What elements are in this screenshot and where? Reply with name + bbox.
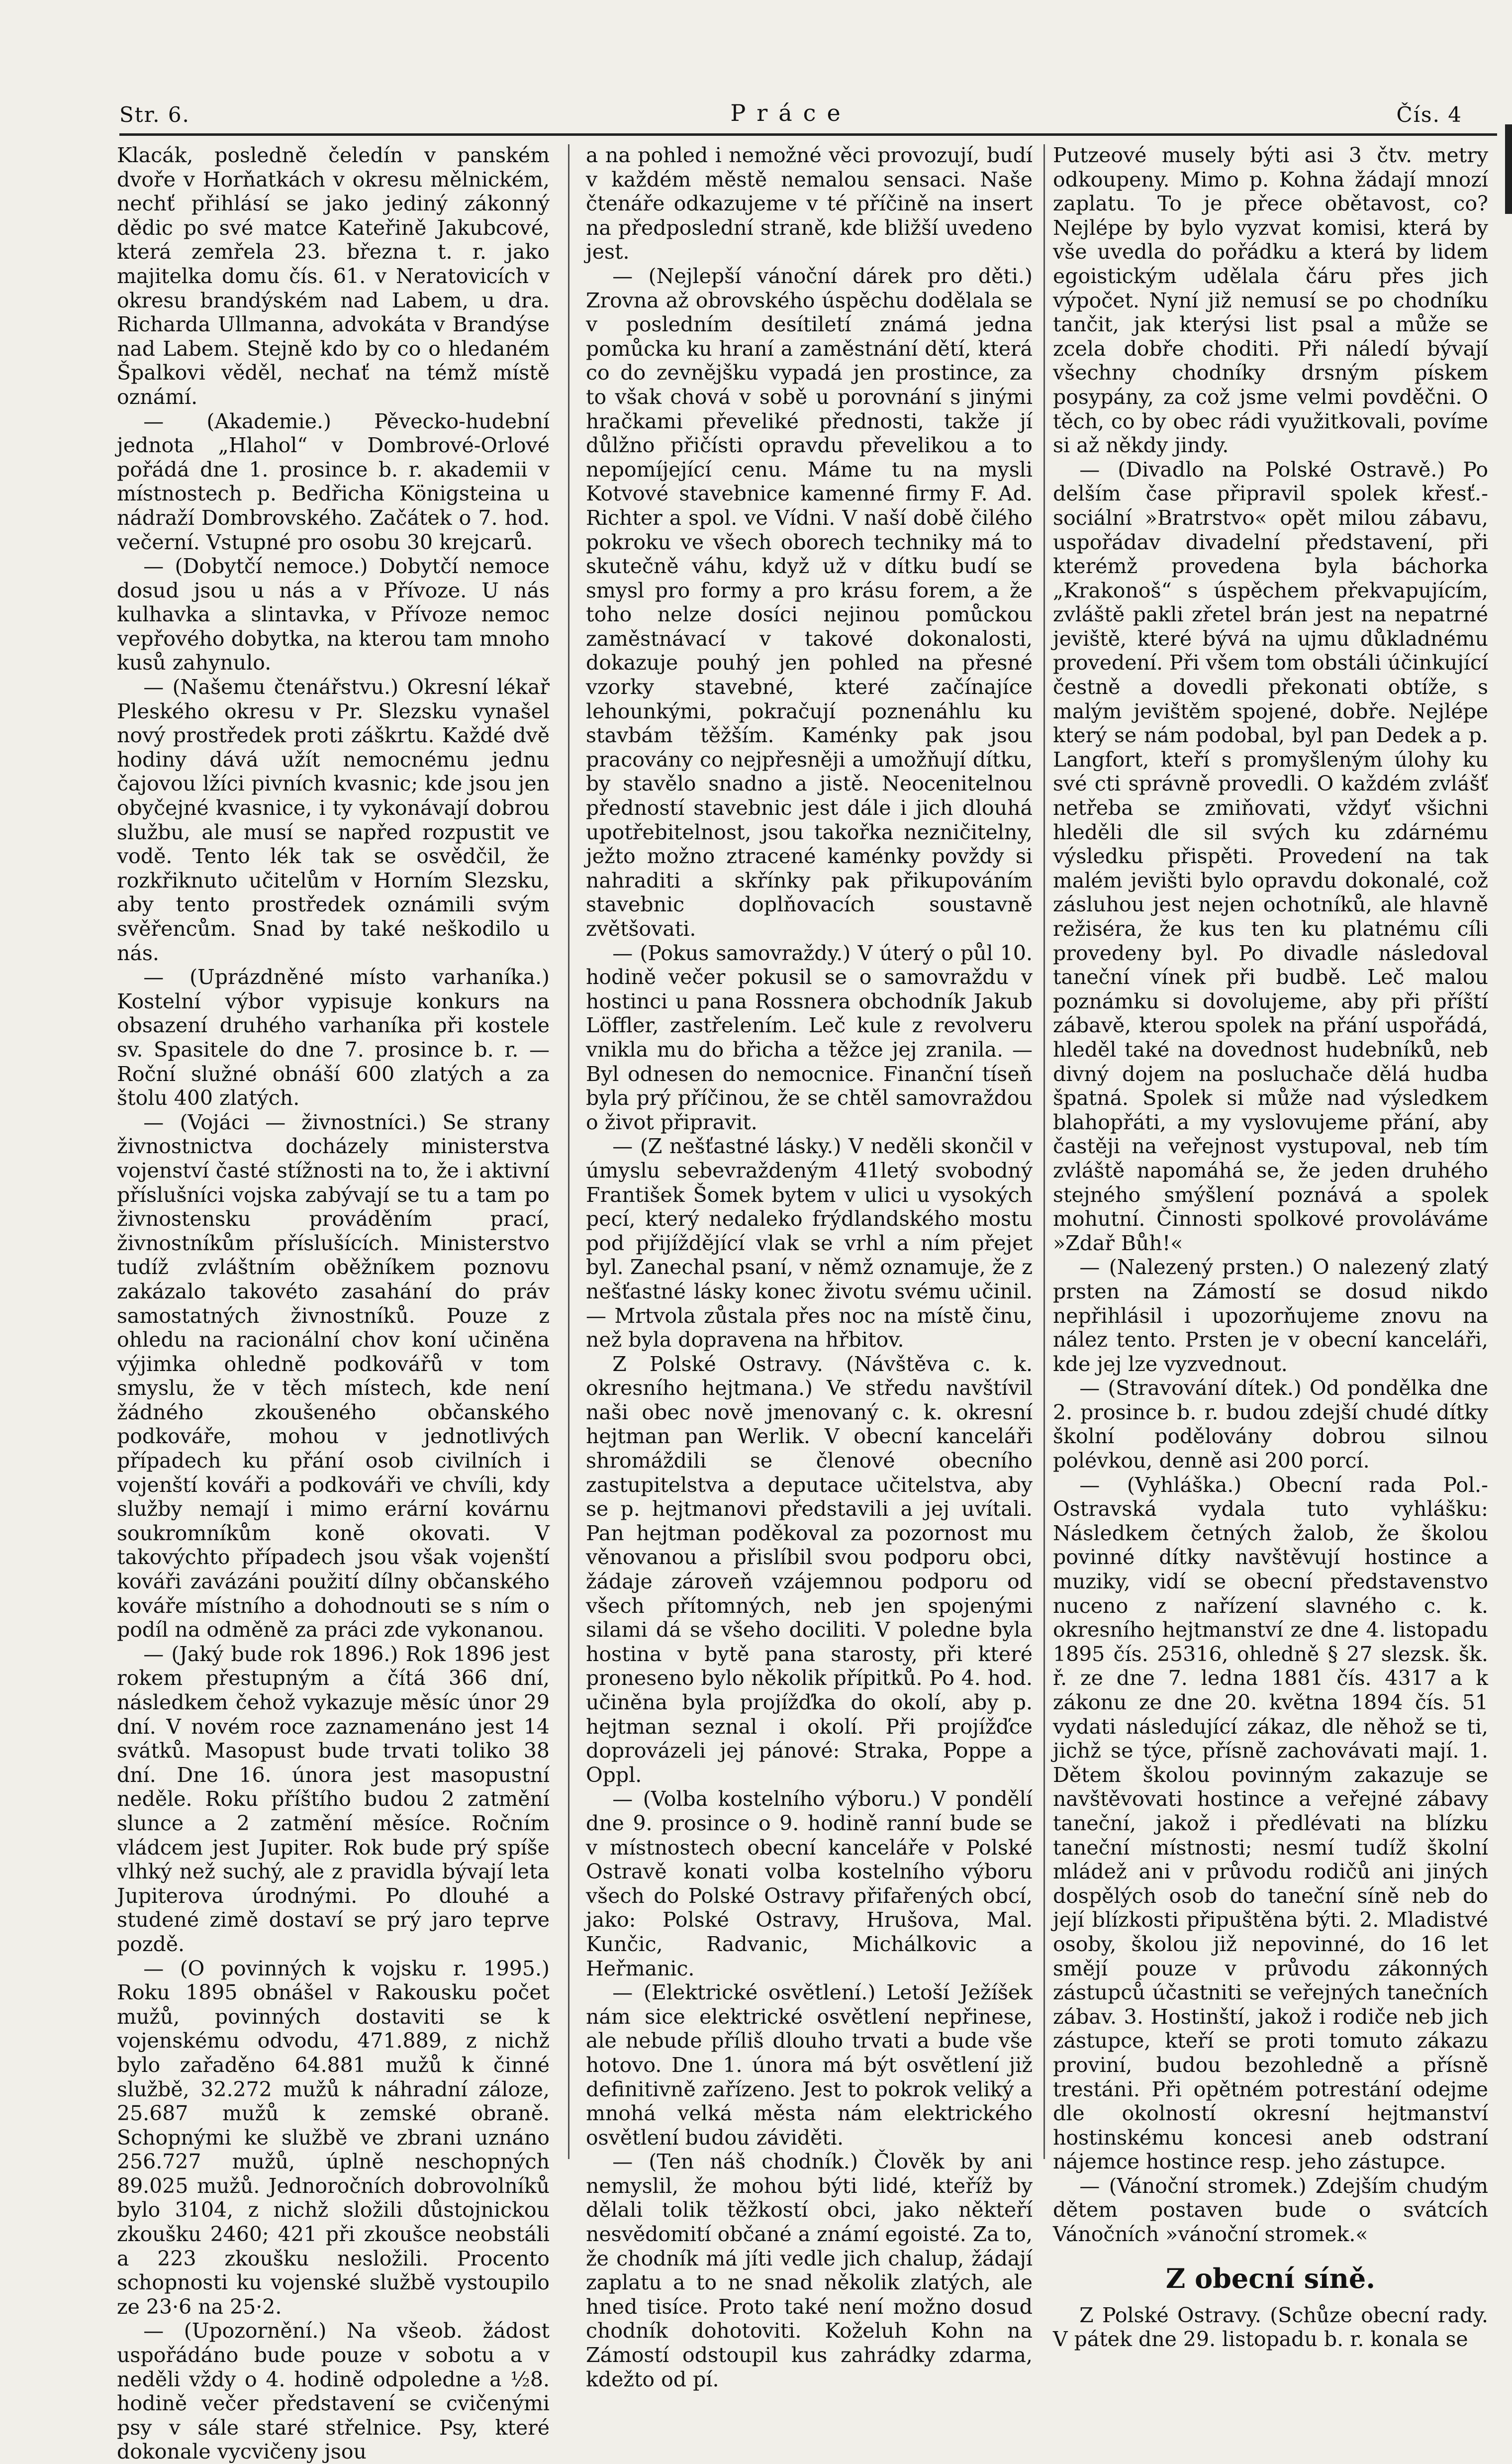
article-paragraph: Klacák, posledně čeledín v panském dvoře v Horňatkách v okresu mělnickém, nechť přihlásí se jako jediný zákonný dědic po své matce Kateřině Jakubcové, která zemřela 23. března t. r. jako majitelka domu čís. 61. v Neratovicích v okresu brandýském nad Labem, u dra. Richarda Ullmanna, advokáta v Brandýse nad Labem. Stejně kdo by co o hledaném Špalkovi věděl, nechať na témž místě oznámí. (117, 143, 550, 409)
article-paragraph: — (Vánoční stromek.) Zdejším chudým dětem postaven bude o svátcích Vánočních »vánoční stromek.« (1053, 2173, 1488, 2247)
column-2 (586, 143, 1033, 2391)
article-paragraph: — (Nejlepší vánoční dárek pro děti.) Zrovna až obrovského úspěchu dodělala se v posledním desítiletí známá jedna pomůcka ku hraní a zaměstnání dětí, která co do zevnějšku vypadá jen prostince, za to však chová v sobě u porovnání s jinými hračkami převeliké přednosti, takže jí důlžno přičísti opravdu převelikou a to nepomíjející cenu. Máme tu na mysli Kotvové stavebnice kamenné firmy F. Ad. Richter a spol. ve Vídni. V naší době čilého pokroku ve všech oborech techniky má to skutečně váhu, když už v dítku budí se smysl pro formy a pro krásu forem, a že toho nelze dosíci nejinou pomůckou zaměstnávací v takové dokonalosti, dokazuje pouhý jen pohled na přesné vzorky stavebné, které začínajíce lehounkými, pokračují poznenáhlu ku stavbám těžším. Kaménky pak jsou pracovány co nejpřesněji a umožňují dítku, by stavělo snadno a jistě. Neocenitelnou předností stavebnic jest dále i jich dlouhá upotřebitelnost, jsou takořka nezničitelny, ježto možno ztracené kaménky povždy si nahraditi a skřínky pak přikupováním stavebnic doplňovacích soustavně zvětšovati. (586, 264, 1033, 941)
article-paragraph: — (Jaký bude rok 1896.) Rok 1896 jest rokem přestupným a čítá 366 dní, následkem čehož vykazuje měsíc únor 29 dní. V novém roce zaznamenáno jest 14 svátků. Masopust bude trvati toliko 38 dní. Dne 16. února jest masopustní neděle. Roku příštího budou 2 zatmění slunce a 2 zatmění měsíce. Ročním vládcem jest Jupiter. Rok bude prý spíše vlhký než suchý, ale z pravidla bývají leta Jupiterova úrodnými. Po dlouhé a studené zimě dostaví se prý jaro teprve pozdě. (117, 1642, 550, 1956)
article-paragraph: — (Volba kostelního výboru.) V pondělí dne 9. prosince o 9. hodině ranní bude se v místnostech obecní kanceláře v Polské Ostravě konati volba kostelního výboru všech do Polské Ostravy přifařených obcí, jako: Polské Ostravy, Hrušova, Mal. Kunčic, Radvanic, Michálkovic a Heřmanic. (586, 1787, 1033, 1980)
article-paragraph: — (Z nešťastné lásky.) V neděli skončil v úmyslu sebevraždeným 41letý svobodný František Šomek bytem v ulici u vysokých pecí, který nedaleko frýdlandského mostu pod přijíždějící vlak se vrhl a ním přejet byl. Zanechal psaní, v němž oznamuje, že z nešťastné lásky konec životu svému učinil. — Mrtvola zůstala přes noc na místě činu, než byla dopravena na hřbitov. (586, 1134, 1033, 1352)
header-rule (119, 133, 1497, 136)
issue-number: Čís. 4 (1396, 102, 1462, 127)
article-paragraph: — (Elektrické osvětlení.) Letoší Ježíšek nám sice elektrické osvětlení nepřinese, ale nebude příliš dlouho trvati a bude vše hotovo. Dne 1. února má být osvětlení již definitivně zařízeno. Jest to pokrok veliký a mnohá velká města nám elektrického osvětlení budou záviděti. (586, 1980, 1033, 2150)
article-paragraph: Putzeové musely býti asi 3 čtv. metry odkoupeny. Mimo p. Kohna žádají mnozí zaplatu. To je přece obětavost, co? Nejlépe by bylo vyzvat komisi, která by vše uvedla do pořádku a která by lidem egoistickým udělala čáru přes jich výpočet. Nyní již nemusí se po chodníku tančit, jak kterýsi list psal a může se zcela dobře choditi. Při náledí bývají všechny chodníky drsným pískem posypány, za což jsme velmi povděčni. O těch, co by obec rádi využitkovali, povíme si až někdy jindy. (1053, 143, 1488, 458)
page-number: Str. 6. (119, 102, 190, 127)
article-paragraph: — (Akademie.) Pěvecko-hudební jednota „Hlahol“ v Dombrové-Orlové pořádá dne 1. prosince b. r. akademii v místnostech p. Bedřicha Königsteina u nádraží Dombrovského. Začátek o 7. hod. večerní. Vstupné pro osobu 30 krejcarů. (117, 409, 550, 554)
article-paragraph: — (Nalezený prsten.) O nalezený zlatý prsten na Zámostí se dosud nikdo nepřihlásil i upozorňujeme znovu na nález tento. Prsten je v obecní kanceláři, kde jej lze vyzvednout. (1053, 1255, 1488, 1376)
newspaper-title: Práce (730, 99, 851, 126)
column-divider (568, 144, 569, 2159)
article-paragraph: Z Polské Ostravy. (Schůze obecní rady. V pátek dne 29. listopadu b. r. konala se (1053, 2303, 1488, 2352)
section-heading: Z obecní síně. (1165, 2262, 1376, 2294)
article-paragraph: Z Polské Ostravy. (Návštěva c. k. okresního hejtmana.) Ve středu navštívil naši obec nově jmenovaný c. k. okresní hejtman pan Werlik. V obecní kanceláři shromáždili se členové obecního zastupitelstva a deputace učitelstva, aby se p. hejtmanovi představili a jej uvítali. Pan hejtman poděkoval za pozornost mu věnovanou a přislíbil svou podporu obci, žádaje zároveň vzájemnou podporu od všech přítomných, neb jen spojenými silami dá se všeho dociliti. V poledne byla hostina v bytě pana starosty, při které proneseno bylo několik přípitků. Po 4. hod. učiněna byla projížďka do okolí, aby p. hejtman seznal i okolí. Při projížďce doprovázeli jej pánové: Straka, Poppe a Oppl. (586, 1352, 1033, 1787)
column-1 (117, 143, 550, 2464)
article-paragraph: a na pohled i nemožné věci provozují, budí v každém městě nemalou sensaci. Naše čtenáře odkazujeme v té příčině na insert na předposlední straně, kde bližší uvedeno jest. (586, 143, 1033, 264)
article-paragraph: — (Dobytčí nemoce.) Dobytčí nemoce dosud jsou u nás a v Přívoze. U nás kulhavka a slintavka, v Přívoze nemoc vepřového dobytka, na kterou tam mnoho kusů zahynulo. (117, 554, 550, 675)
article-paragraph: — (O povinných k vojsku r. 1995.) Roku 1895 obnášel v Rakousku počet mužů, povinných dostaviti se k vojenskému odvodu, 471.889, z nichž bylo zařaděno 64.881 mužů k činné službě, 32.272 mužů k náhradní záloze, 25.687 mužů k zemské obraně. Schopnými ke službě ve zbrani uznáno 256.727 mužů, úplně neschopných 89.025 mužů. Jednoročních dobrovolníků bylo 3104, z nichž složili důstojnickou zkoušku 2460; 421 při zkoušce neobstáli a 223 zkoušku nesložili. Procento schopnosti ku vojenské službě vystoupilo ze 23·6 na 25·2. (117, 1956, 550, 2319)
article-paragraph: — (Ten náš chodník.) Člověk by ani nemyslil, že mohou býti lidé, kteříž by dělali tolik těžkostí obci, jako někteří nesvědomití občané a známí egoisté. Za to, že chodník má jíti vedle jich chalup, žádají zaplatu a to ne snad několik zlatých, ale hned tisíce. Proto také není možno dosud chodník dohotoviti. Koželuh Kohn na Zámostí odstoupil kus zahrádky zdarma, kdežto od pí. (586, 2150, 1033, 2391)
article-paragraph: — (Pokus samovraždy.) V úterý o půl 10. hodině večer pokusil se o samovraždu v hostinci u pana Rossnera obchodník Jakub Löffler, zastřelením. Leč kule z revolveru vnikla mu do břicha a těžce jej zranila. — Byl odnesen do nemocnice. Finanční tíseň byla prý příčinou, že se chtěl samovraždou o život připravit. (586, 941, 1033, 1134)
column-divider (1043, 144, 1045, 2159)
article-paragraph: — (Vojáci — živnostníci.) Se strany živnostnictva docházely ministerstva vojenství časté stížnosti na to, že i aktivní příslušníci vojska zabývají se tu a tam po živnostensku prováděním prací, živnostníkům příslušících. Ministerstvo tudíž zvláštním oběžníkem poznovu zakázalo takovéto zasahání do práv samostatných živnostníků. Pouze z ohledu na racionální chov koní učiněna výjimka ohledně podkovářů v tom smyslu, že v těch místech, kde není žádného zkoušeného občanského podkováře, mohou v jednotlivých případech ku přání osob civilních i vojenští kováři a podkováři ve chvíli, kdy služby nemají i mimo erární kovárnu soukromníkům koně okovati. V takovýchto případech jsou však vojenští kováři zavázáni použití dílny občanského kováře místního a dohodnouti se s ním o podíl na odměně za práci zde vykonanou. (117, 1110, 550, 1642)
article-paragraph: — (Stravování dítek.) Od pondělka dne 2. prosince b. r. budou zdejší chudé dítky školní podělovány dobrou silnou polévkou, denně asi 200 porcí. (1053, 1376, 1488, 1473)
article-paragraph: — (Upozornění.) Na všeob. žádost uspořádáno bude pouze v sobotu a v neděli vždy o 4. hodině odpoledne a ½8. hodině večer představení se cvičenými psy v sále staré střelnice. Psy, které dokonale vycvičeny jsou (117, 2319, 550, 2464)
article-paragraph: — (Vyhláška.) Obecní rada Pol.-Ostravská vydala tuto vyhlášku: Následkem četných žalob, že školou povinné dítky navštěvují hostince a muziky, vidí se obecní představenstvo nuceno z nařízení slavného c. k. okresního hejtmanství ze dne 4. listopadu 1895 čís. 25316, ohledně § 27 slezsk. šk. ř. ze dne 7. ledna 1881 čís. 4317 a k zákonu ze dne 20. května 1894 čís. 51 vydati následující zákaz, dle něhož se ti, jichž se týce, přísně zachovávati mají. 1. Dětem školou povinným zakazuje se navštěvovati hostince a veřejné zábavy taneční, jakož i předlévati na blízku taneční místnosti; nesmí tudíž školní mládež ani v průvodu rodičů ani jiných dospělých osob do taneční síně neb do její blízkosti připuštěna býti. 2. Mladistvé osoby, školou již nepovinné, do 16 let smějí pouze v průvodu zákonných zástupců účastniti se veřejných tanečních zábav. 3. Hostinští, jakož i rodiče neb jich zástupce, kteří se proti tomuto zákazu proviní, budou bezohledně a přísně trestáni. Při opětném potrestání odejme dle okolností okresní hejtmanství hostinskému koncesi aneb odstraní nájemce hostince resp. jeho zástupce. (1053, 1473, 1488, 2174)
page-edge-mark (1505, 124, 1512, 214)
column-3 (1053, 143, 1489, 2352)
article-paragraph: — (Divadlo na Polské Ostravě.) Po delším čase připravil spolek křesť.-sociální »Bratrstvo« opět milou zábavu, uspořádav divadelní představení, při kterémž provedena byla báchorka „Krakonoš“ s úspěchem překvapujícím, zvláště pakli zřetel brán jest na nepatrné jeviště, které bývá na ujmu důkladnému provedení. Při všem tom obstáli účinkující čestně a dovedli překonati obtíže, s malým jevištěm spojené, dobře. Nejlépe který se nám podobal, byl pan Dedek a p. Langfort, kteří s promyšleným úlohy ku své cti správně provedli. O každém zvlášť netřeba se zmiňovati, vždyť všichni hleděli dle sil svých ku zdárnému výsledku přispěti. Provedení na tak malém jevišti bylo opravdu dokonalé, což zásluhou jest nejen ochotníků, ale hlavně režiséra, že kus ten ku platnému cíli provedeny byl. Po divadle následoval taneční vínek při budbě. Leč malou poznámku si dovolujeme, aby při příští zábavě, kterou spolek na přání uspořádá, hleděl také na dovednost hudebníků, neb divný dojem na posluchače dělá hudba špatná. Spolek si může nad výsledkem blahopřáti, a my vyslovujeme přání, aby častěji na veřejnost vystupoval, neb tím zvláště napomáhá se, že jeden druhého stejného smýšlení poznává a spolek mohutní. Činnosti spolkové provoláváme »Zdař Bůh!« (1053, 457, 1489, 1255)
page-header (119, 95, 1462, 139)
article-paragraph: — (Uprázdněné místo varhaníka.) Kostelní výbor vypisuje konkurs na obsazení druhého varhaníka při kostele sv. Spasitele do dne 7. prosince b. r. — Roční služné obnáší 600 zlatých a za štolu 400 zlatých. (117, 965, 550, 1110)
article-paragraph: — (Našemu čtenářstvu.) Okresní lékař Pleského okresu v Pr. Slezsku vynašel nový prostředek proti záškrtu. Každé dvě hodiny dává užít nemocnému jednu čajovou lžíci pivních kvasnic; kde jsou jen obyčejné kvasnice, i ty vykonávají dobrou službu, ale musí se napřed rozpustit ve vodě. Tento lék tak se osvědčil, že rozkřiknuto učitelům v Horním Slezsku, aby tento prostředek oznámili svým svěřencům. Snad by také neškodilo u nás. (117, 675, 550, 965)
